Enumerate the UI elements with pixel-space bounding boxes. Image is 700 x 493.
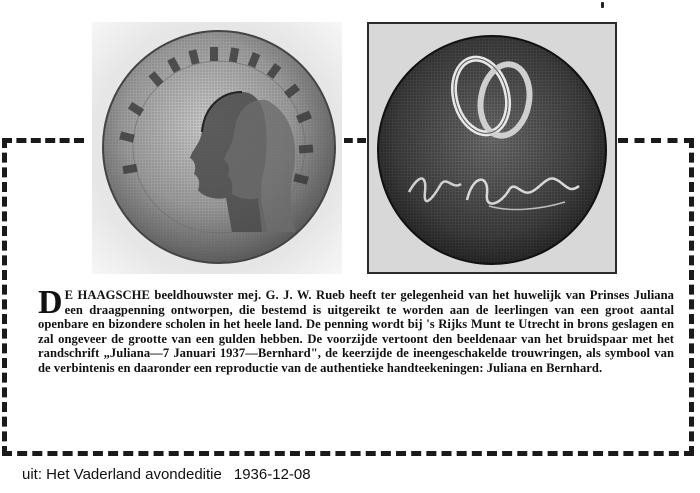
medal-obverse-photo (92, 22, 342, 274)
article-body (38, 284, 674, 376)
medal-rings-icon (369, 24, 615, 272)
source-label: uit: Het Vaderland avondeditie (22, 466, 222, 483)
source-caption (22, 466, 311, 483)
medal-portrait-icon (92, 22, 342, 274)
dashed-frame-top-middle (344, 138, 366, 143)
medal-reverse-photo (367, 22, 617, 274)
print-speck (601, 2, 604, 8)
article-paragraph (38, 284, 674, 376)
article-text: E HAAGSCHE beeldhouwster mej. G. J. W. Rueb heeft ter gelegenheid van het huwelijk van Prinses Juliana een draagpenning ontworpen, die bestemd is uitgereikt te worden aan de leerlingen van een groot aantal openbare en bizondere scholen in het heele land. De penning wordt bij 's Rijks Munt te Utrecht in brons geslagen en zal ongeveer de grootte van een gulden hebben. De voorzijde vertoont den beeldenaar van het bruidspaar met het randschrift „Juliana—7 Januari 1937—Bernhard", de keerzijde de ineengeschakelde trouwringen, als symbool van de verbintenis en daaronder een reproductie van de authentieke handteekeningen: Juliana en Bernhard. (38, 288, 674, 375)
source-date: 1936-12-08 (233, 466, 311, 483)
drop-cap: D (38, 284, 63, 321)
dashed-frame-top-right (618, 138, 694, 143)
dashed-frame-top-left (2, 138, 84, 143)
